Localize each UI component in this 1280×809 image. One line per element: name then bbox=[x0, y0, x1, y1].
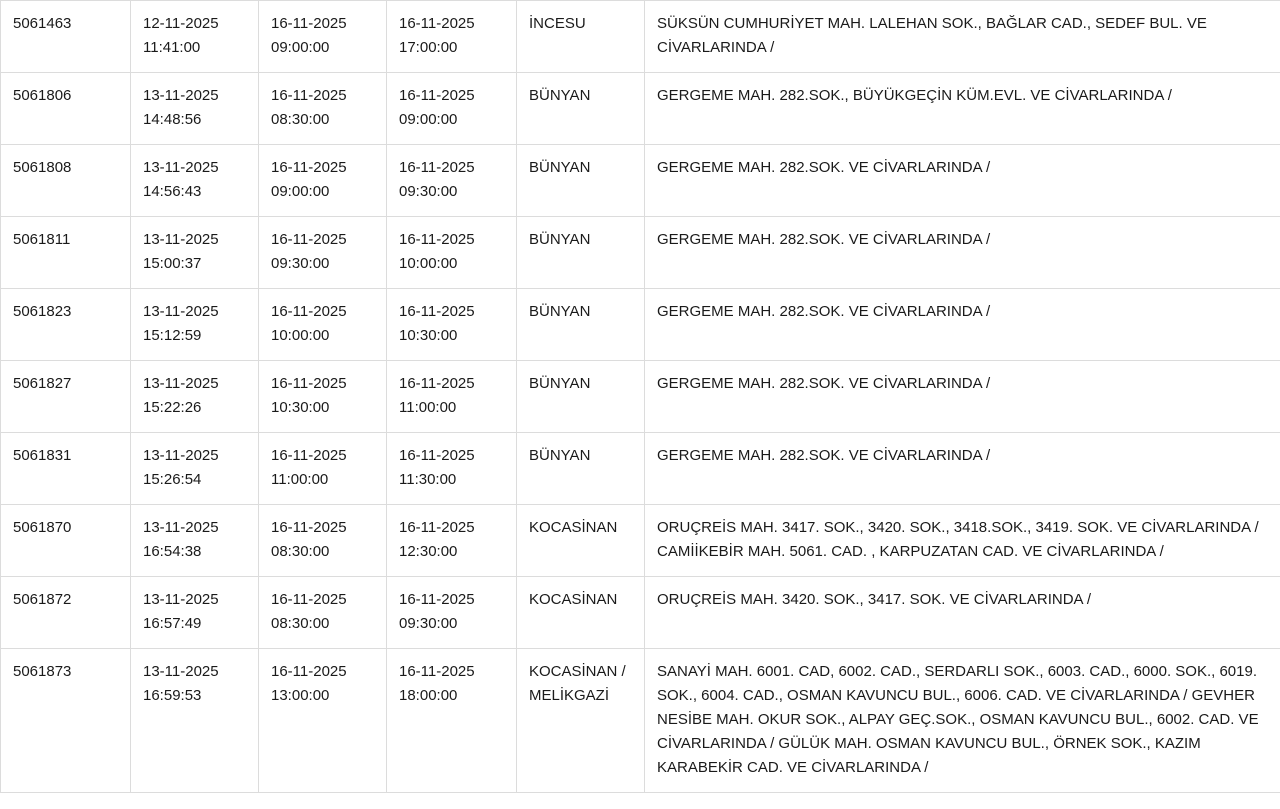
cell-report-datetime bbox=[131, 433, 259, 505]
report-date: 13-11-2025 bbox=[143, 591, 219, 608]
cell-description: SANAYİ MAH. 6001. CAD, 6002. CAD., SERDARLI SOK., 6003. CAD., 6000. SOK., 6019. SOK., 6004. CAD., OSMAN KAVUNCU BUL., 6006. CAD. VE CİVARLARINDA / GEVHER NESİBE MAH. OKUR SOK., ALPAY GEÇ.SOK., OSMAN KAVUNCU BUL., 6002. CAD. VE CİVARLARINDA / GÜLÜK MAH. OSMAN KAVUNCU BUL., ÖRNEK SOK., KAZIM KARABEKİR CAD. VE CİVARLARINDA / bbox=[645, 649, 1280, 793]
start-time: 08:30:00 bbox=[271, 111, 330, 128]
cell-planned-start bbox=[259, 1, 387, 73]
start-time: 11:00:00 bbox=[271, 471, 329, 488]
end-date: 16-11-2025 bbox=[399, 15, 475, 32]
cell-description: GERGEME MAH. 282.SOK. VE CİVARLARINDA / bbox=[645, 289, 1280, 361]
start-time: 10:00:00 bbox=[271, 327, 330, 344]
table-row bbox=[1, 217, 1280, 289]
cell-district: BÜNYAN bbox=[517, 73, 645, 145]
cell-planned-end bbox=[387, 73, 517, 145]
table-row bbox=[1, 73, 1280, 145]
report-date: 12-11-2025 bbox=[143, 15, 219, 32]
start-date: 16-11-2025 bbox=[271, 375, 347, 392]
cell-description: ORUÇREİS MAH. 3417. SOK., 3420. SOK., 3418.SOK., 3419. SOK. VE CİVARLARINDA / CAMİİKEBİR MAH. 5061. CAD. , KARPUZATAN CAD. VE CİVARLARINDA / bbox=[645, 505, 1280, 577]
cell-planned-end bbox=[387, 433, 517, 505]
report-time: 14:56:43 bbox=[143, 183, 202, 200]
cell-id: 5061831 bbox=[1, 433, 131, 505]
cell-description: GERGEME MAH. 282.SOK., BÜYÜKGEÇİN KÜM.EVL. VE CİVARLARINDA / bbox=[645, 73, 1280, 145]
end-time: 11:00:00 bbox=[399, 399, 457, 416]
end-date: 16-11-2025 bbox=[399, 159, 475, 176]
cell-planned-start bbox=[259, 217, 387, 289]
report-time: 16:57:49 bbox=[143, 615, 202, 632]
cell-description: GERGEME MAH. 282.SOK. VE CİVARLARINDA / bbox=[645, 217, 1280, 289]
start-time: 08:30:00 bbox=[271, 543, 330, 560]
cell-planned-end bbox=[387, 361, 517, 433]
report-time: 14:48:56 bbox=[143, 111, 202, 128]
report-date: 13-11-2025 bbox=[143, 447, 219, 464]
start-date: 16-11-2025 bbox=[271, 303, 347, 320]
report-time: 16:59:53 bbox=[143, 687, 202, 704]
cell-report-datetime bbox=[131, 361, 259, 433]
cell-planned-start bbox=[259, 433, 387, 505]
cell-report-datetime bbox=[131, 649, 259, 793]
report-date: 13-11-2025 bbox=[143, 87, 219, 104]
report-time: 11:41:00 bbox=[143, 39, 201, 56]
report-time: 15:00:37 bbox=[143, 255, 202, 272]
end-date: 16-11-2025 bbox=[399, 87, 475, 104]
table-row bbox=[1, 577, 1280, 649]
cell-report-datetime bbox=[131, 505, 259, 577]
cell-id: 5061811 bbox=[1, 217, 131, 289]
cell-report-datetime bbox=[131, 289, 259, 361]
cell-district: İNCESU bbox=[517, 1, 645, 73]
cell-planned-start bbox=[259, 289, 387, 361]
cell-district: BÜNYAN bbox=[517, 289, 645, 361]
table-row bbox=[1, 649, 1280, 793]
cell-id: 5061463 bbox=[1, 1, 131, 73]
end-time: 10:30:00 bbox=[399, 327, 458, 344]
cell-id: 5061872 bbox=[1, 577, 131, 649]
cell-description: SÜKSÜN CUMHURİYET MAH. LALEHAN SOK., BAĞLAR CAD., SEDEF BUL. VE CİVARLARINDA / bbox=[645, 1, 1280, 73]
cell-report-datetime bbox=[131, 577, 259, 649]
start-date: 16-11-2025 bbox=[271, 519, 347, 536]
end-time: 09:30:00 bbox=[399, 183, 458, 200]
report-time: 16:54:38 bbox=[143, 543, 202, 560]
start-time: 09:00:00 bbox=[271, 183, 330, 200]
report-date: 13-11-2025 bbox=[143, 303, 219, 320]
end-date: 16-11-2025 bbox=[399, 231, 475, 248]
start-date: 16-11-2025 bbox=[271, 15, 347, 32]
end-time: 17:00:00 bbox=[399, 39, 458, 56]
cell-report-datetime bbox=[131, 1, 259, 73]
cell-planned-end bbox=[387, 1, 517, 73]
start-date: 16-11-2025 bbox=[271, 87, 347, 104]
end-date: 16-11-2025 bbox=[399, 303, 475, 320]
cell-district: BÜNYAN bbox=[517, 217, 645, 289]
cell-district: BÜNYAN bbox=[517, 433, 645, 505]
cell-district: KOCASİNAN / MELİKGAZİ bbox=[517, 649, 645, 793]
cell-planned-start bbox=[259, 361, 387, 433]
start-time: 09:00:00 bbox=[271, 39, 330, 56]
end-time: 09:00:00 bbox=[399, 111, 458, 128]
end-date: 16-11-2025 bbox=[399, 375, 475, 392]
table-row bbox=[1, 145, 1280, 217]
end-date: 16-11-2025 bbox=[399, 447, 475, 464]
table-row bbox=[1, 289, 1280, 361]
table-row bbox=[1, 361, 1280, 433]
cell-planned-end bbox=[387, 217, 517, 289]
end-date: 16-11-2025 bbox=[399, 519, 475, 536]
cell-id: 5061823 bbox=[1, 289, 131, 361]
table-row bbox=[1, 433, 1280, 505]
cell-report-datetime bbox=[131, 73, 259, 145]
report-date: 13-11-2025 bbox=[143, 231, 219, 248]
report-date: 13-11-2025 bbox=[143, 375, 219, 392]
cell-id: 5061827 bbox=[1, 361, 131, 433]
cell-description: GERGEME MAH. 282.SOK. VE CİVARLARINDA / bbox=[645, 361, 1280, 433]
start-time: 09:30:00 bbox=[271, 255, 330, 272]
report-time: 15:12:59 bbox=[143, 327, 202, 344]
cell-report-datetime bbox=[131, 145, 259, 217]
cell-planned-start bbox=[259, 505, 387, 577]
table-body bbox=[1, 1, 1280, 793]
start-date: 16-11-2025 bbox=[271, 159, 347, 176]
report-date: 13-11-2025 bbox=[143, 663, 219, 680]
start-date: 16-11-2025 bbox=[271, 231, 347, 248]
cell-district: KOCASİNAN bbox=[517, 577, 645, 649]
cell-report-datetime bbox=[131, 217, 259, 289]
start-date: 16-11-2025 bbox=[271, 663, 347, 680]
cell-description: ORUÇREİS MAH. 3420. SOK., 3417. SOK. VE CİVARLARINDA / bbox=[645, 577, 1280, 649]
cell-description: GERGEME MAH. 282.SOK. VE CİVARLARINDA / bbox=[645, 145, 1280, 217]
end-date: 16-11-2025 bbox=[399, 591, 475, 608]
start-time: 13:00:00 bbox=[271, 687, 330, 704]
end-time: 12:30:00 bbox=[399, 543, 458, 560]
cell-id: 5061870 bbox=[1, 505, 131, 577]
cell-description: GERGEME MAH. 282.SOK. VE CİVARLARINDA / bbox=[645, 433, 1280, 505]
cell-planned-start bbox=[259, 649, 387, 793]
cell-planned-start bbox=[259, 145, 387, 217]
cell-planned-start bbox=[259, 73, 387, 145]
cell-planned-end bbox=[387, 505, 517, 577]
table-row bbox=[1, 505, 1280, 577]
cell-planned-end bbox=[387, 577, 517, 649]
cell-planned-end bbox=[387, 289, 517, 361]
cell-planned-start bbox=[259, 577, 387, 649]
cell-id: 5061808 bbox=[1, 145, 131, 217]
end-time: 09:30:00 bbox=[399, 615, 458, 632]
start-date: 16-11-2025 bbox=[271, 447, 347, 464]
end-date: 16-11-2025 bbox=[399, 663, 475, 680]
report-date: 13-11-2025 bbox=[143, 159, 219, 176]
end-time: 11:30:00 bbox=[399, 471, 457, 488]
cell-district: BÜNYAN bbox=[517, 361, 645, 433]
cell-planned-end bbox=[387, 145, 517, 217]
table-row bbox=[1, 1, 1280, 73]
end-time: 10:00:00 bbox=[399, 255, 458, 272]
report-time: 15:22:26 bbox=[143, 399, 202, 416]
cell-id: 5061873 bbox=[1, 649, 131, 793]
cell-district: BÜNYAN bbox=[517, 145, 645, 217]
start-date: 16-11-2025 bbox=[271, 591, 347, 608]
end-time: 18:00:00 bbox=[399, 687, 458, 704]
report-time: 15:26:54 bbox=[143, 471, 202, 488]
cell-id: 5061806 bbox=[1, 73, 131, 145]
start-time: 08:30:00 bbox=[271, 615, 330, 632]
start-time: 10:30:00 bbox=[271, 399, 330, 416]
cell-planned-end bbox=[387, 649, 517, 793]
cell-district: KOCASİNAN bbox=[517, 505, 645, 577]
report-date: 13-11-2025 bbox=[143, 519, 219, 536]
